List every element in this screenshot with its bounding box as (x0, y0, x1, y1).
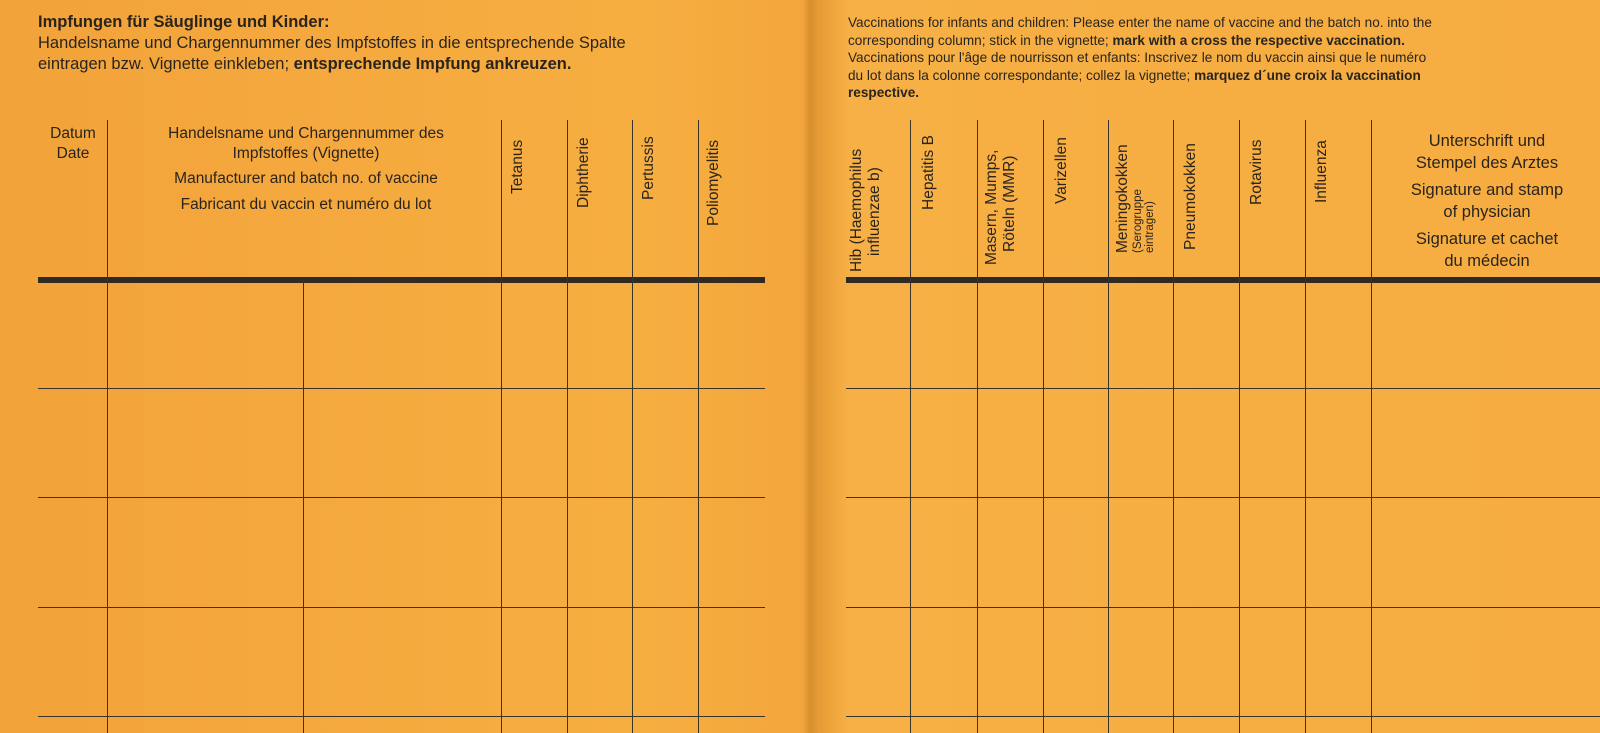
col-influenza: Influenza (1313, 140, 1330, 203)
right-col-divider-hepb (977, 120, 978, 733)
col-date-en: Date (56, 145, 90, 162)
col-mening-label: Meningokokken (1114, 144, 1131, 253)
col-pneumokokken: Pneumokokken (1182, 143, 1199, 250)
right-col-divider-varizellen (1108, 120, 1109, 733)
right-col-divider-influenza (1371, 120, 1372, 733)
col-sig-en-line1: Signature and stamp (1410, 181, 1564, 199)
col-varizellen: Varizellen (1053, 137, 1070, 204)
right-col-divider-rota (1305, 120, 1306, 733)
col-meningokokken (1114, 144, 1156, 253)
col-hib-line1: Hib (Haemophilus (848, 148, 865, 272)
right-fr-line2-bold: marquez d´une croix la vaccination (1194, 67, 1421, 83)
left-intro (38, 12, 778, 75)
col-diphtherie: Diphtherie (575, 137, 592, 208)
col-vaccine-line1: Handelsname und Chargennummer des (168, 125, 444, 142)
col-hib-line2: influenzae b) (866, 167, 883, 256)
col-mening-note2: eintragen) (1144, 201, 1156, 253)
left-row-line-1 (38, 388, 765, 389)
left-heading: Impfungen für Säuglinge und Kinder: (38, 13, 330, 31)
right-row-line-3 (846, 607, 1600, 608)
left-col-divider-diphtherie (567, 120, 568, 733)
col-vaccine-header (112, 124, 500, 215)
right-col-divider-mening (1173, 120, 1174, 733)
right-col-divider-pneumo (1239, 120, 1240, 733)
col-hepatitis-b: Hepatitis B (920, 135, 937, 210)
col-mmr-line2: Röteln (MMR) (1001, 155, 1018, 252)
right-en-line2-plain: corresponding column; stick in the vignette; (848, 32, 1113, 48)
col-date-de: Datum (50, 125, 96, 142)
col-vaccine-fr: Fabricant du vaccin et numéro du lot (180, 196, 432, 213)
right-fr-line2 (848, 67, 1588, 85)
right-header-rule (846, 277, 1600, 283)
col-vaccine-en: Manufacturer and batch no. of vaccine (174, 170, 438, 187)
right-fr-line3-bold: respective. (848, 85, 920, 100)
col-sig-de-line2: Stempel des Arztes (1415, 154, 1559, 172)
left-intro-line2-bold: entsprechende Impfung ankreuzen. (293, 55, 572, 73)
right-col-divider-mmr (1043, 120, 1044, 733)
left-row-line-4 (38, 716, 765, 717)
left-intro-line2-plain: eintragen bzw. Vignette einkleben; (38, 55, 294, 73)
right-en-line2-bold: mark with a cross the respective vaccination. (1112, 32, 1405, 48)
col-mening-note1: (Serogruppe (1132, 189, 1144, 253)
col-poliomyelitis: Poliomyelitis (705, 139, 722, 226)
right-fr-line1: Vaccinations pour l'âge de nourrisson et enfants: Inscrivez le nom du vaccin ainsi que le numéro (848, 50, 1427, 65)
left-row-line-3 (38, 607, 765, 608)
left-row-line-2 (38, 497, 765, 498)
col-date-header (38, 124, 108, 164)
right-en-line1: Vaccinations for infants and children: Please enter the name of vaccine and the batch no. into the (848, 15, 1432, 30)
col-tetanus: Tetanus (509, 139, 526, 194)
left-col-divider-tetanus (501, 120, 502, 733)
col-sig-en-line2: of physician (1443, 203, 1531, 221)
right-col-divider-hib (910, 120, 911, 733)
col-hib (848, 149, 884, 272)
col-vaccine-line2: Impfstoffes (Vignette) (232, 145, 380, 162)
col-mmr-line1: Masern, Mumps, (983, 149, 1000, 265)
right-intro (848, 14, 1588, 102)
left-col-divider-date (107, 120, 108, 733)
right-fr-line2-plain: du lot dans la colonne correspondante; collez la vignette; (848, 67, 1195, 83)
right-page (820, 0, 1600, 733)
right-row-line-4 (846, 716, 1600, 717)
right-en-line2 (848, 32, 1588, 50)
left-col-divider-vignette (303, 280, 304, 733)
left-intro-line2 (38, 54, 778, 75)
right-row-line-2 (846, 497, 1600, 498)
left-col-divider-pertussis (632, 120, 633, 733)
col-signature-header (1374, 130, 1600, 272)
booklet-crease (803, 0, 817, 733)
left-intro-line1: Handelsname und Chargennummer des Impfstoffes in die entsprechende Spalte (38, 34, 626, 52)
col-sig-de-line1: Unterschrift und (1428, 132, 1546, 150)
right-row-line-1 (846, 388, 1600, 389)
col-mmr (983, 150, 1019, 265)
left-header-rule (38, 277, 765, 283)
left-col-divider-polio (698, 120, 699, 733)
col-pertussis: Pertussis (640, 136, 657, 200)
col-sig-fr-line1: Signature et cachet (1415, 230, 1559, 248)
col-rotavirus: Rotavirus (1248, 139, 1265, 205)
col-sig-fr-line2: du médecin (1444, 252, 1530, 270)
